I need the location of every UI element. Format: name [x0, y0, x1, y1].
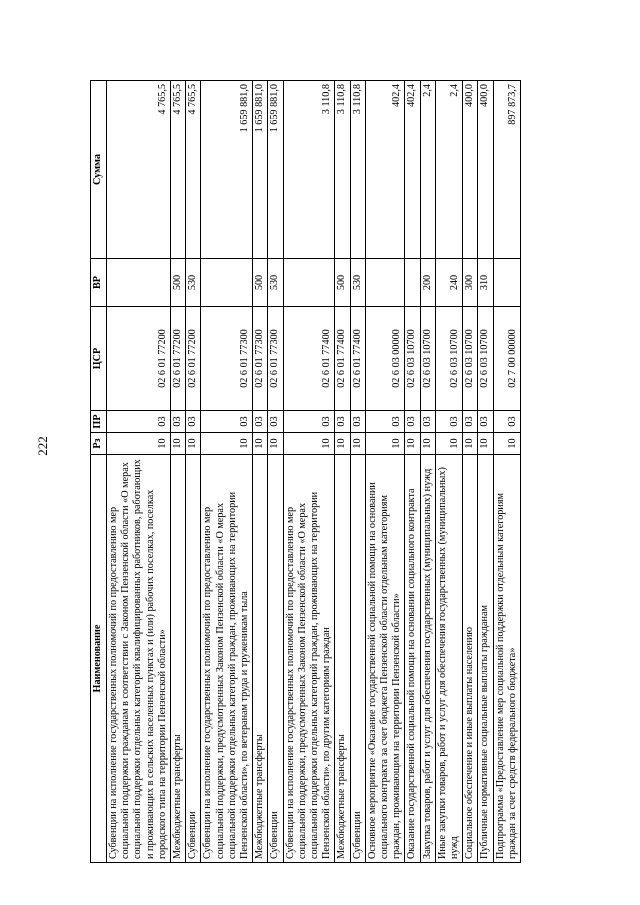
row-pr: 03	[420, 411, 435, 433]
row-pr: 03	[435, 411, 462, 433]
row-pr: 03	[253, 411, 268, 433]
row-pr: 03	[350, 411, 365, 433]
row-pr: 03	[186, 411, 201, 433]
row-rz: 10	[420, 433, 435, 455]
row-name: Субвенции	[186, 455, 201, 863]
row-pr: 03	[268, 411, 283, 433]
row-sum: 1 659 881,0	[268, 81, 283, 259]
row-vr: 300	[463, 259, 478, 307]
row-name: Подпрограмма «Предоставление мер социальной поддержки отдельным категориям граждан за счет средств федерального бюджета»	[493, 455, 520, 863]
row-vr	[365, 259, 405, 307]
row-pr: 03	[107, 411, 171, 433]
row-csr: 02 6 01 77300	[268, 307, 283, 411]
row-rz: 10	[335, 433, 350, 455]
row-vr: 530	[186, 259, 201, 307]
row-vr	[405, 259, 420, 307]
row-rz: 10	[171, 433, 186, 455]
row-csr: 02 6 01 77200	[107, 307, 171, 411]
row-rz: 10	[405, 433, 420, 455]
row-csr: 02 6 03 10700	[420, 307, 435, 411]
table-row	[253, 81, 268, 863]
header-pr: ПР	[91, 411, 107, 433]
table-row	[201, 81, 253, 863]
header-sum: Сумма	[91, 81, 107, 259]
table-row	[107, 81, 171, 863]
row-sum: 402,4	[405, 81, 420, 259]
row-rz: 10	[107, 433, 171, 455]
row-pr: 03	[201, 411, 253, 433]
row-vr: 530	[350, 259, 365, 307]
row-vr: 240	[435, 259, 462, 307]
row-vr: 500	[335, 259, 350, 307]
row-name: Оказание государственной социальной помощи на основании социального контракта	[405, 455, 420, 863]
header-name: Наименование	[91, 455, 107, 863]
header-csr: ЦСР	[91, 307, 107, 411]
row-name: Публичные нормативные социальные выплаты гражданам	[478, 455, 493, 863]
row-pr: 03	[283, 411, 335, 433]
row-vr: 200	[420, 259, 435, 307]
table-row	[350, 81, 365, 863]
row-vr: 530	[268, 259, 283, 307]
row-vr: 500	[171, 259, 186, 307]
row-pr: 03	[478, 411, 493, 433]
row-sum: 400,0	[478, 81, 493, 259]
row-sum: 4 765,5	[107, 81, 171, 259]
row-csr: 02 7 00 00000	[493, 307, 520, 411]
table-header-row	[91, 81, 107, 863]
row-sum: 3 110,8	[350, 81, 365, 259]
row-sum: 4 765,5	[171, 81, 186, 259]
row-pr: 03	[365, 411, 405, 433]
row-pr: 03	[335, 411, 350, 433]
row-csr: 02 6 01 77400	[350, 307, 365, 411]
row-sum: 400,0	[463, 81, 478, 259]
row-csr: 02 6 03 10700	[463, 307, 478, 411]
row-name: Межбюджетные трансферты	[171, 455, 186, 863]
row-rz: 10	[253, 433, 268, 455]
table-row	[268, 81, 283, 863]
row-vr	[201, 259, 253, 307]
row-sum: 3 110,8	[283, 81, 335, 259]
row-sum: 3 110,8	[335, 81, 350, 259]
table-row	[420, 81, 435, 863]
table-row	[405, 81, 420, 863]
row-rz: 10	[201, 433, 253, 455]
row-pr: 03	[171, 411, 186, 433]
row-name: Субвенции на исполнение государственных полномочий по предоставлению мер социальной поддержки, предусмотренных Законом Пензенской области «О мерах социальной поддержки отдельных категорий граждан, проживающих на территории Пензенской области», по ветеранам труда и труженикам тыла	[201, 455, 253, 863]
row-rz: 10	[493, 433, 520, 455]
row-pr: 03	[463, 411, 478, 433]
row-sum: 4 765,5	[186, 81, 201, 259]
row-csr: 02 6 01 77300	[201, 307, 253, 411]
row-rz: 10	[350, 433, 365, 455]
row-csr: 02 6 03 00000	[365, 307, 405, 411]
row-name: Межбюджетные трансферты	[253, 455, 268, 863]
row-sum: 402,4	[365, 81, 405, 259]
row-sum: 1 659 881,0	[253, 81, 268, 259]
budget-table	[90, 80, 521, 863]
table-row	[435, 81, 462, 863]
row-csr: 02 6 01 77400	[335, 307, 350, 411]
row-vr	[283, 259, 335, 307]
row-sum: 2,4	[435, 81, 462, 259]
table-row	[171, 81, 186, 863]
row-rz: 10	[365, 433, 405, 455]
page-number: 222	[35, 436, 50, 456]
row-vr	[493, 259, 520, 307]
row-name: Субвенции на исполнение государственных полномочий по предоставлению мер социальной поддержки, предусмотренных Законом Пензенской области «О мерах социальной поддержки отдельных категорий граждан, проживающих на территории Пензенской области», по другим категориям граждан	[283, 455, 335, 863]
row-csr: 02 6 03 10700	[435, 307, 462, 411]
row-rz: 10	[283, 433, 335, 455]
row-name: Закупка товаров, работ и услуг для обеспечения государственных (муниципальных) нужд	[420, 455, 435, 863]
row-name: Субвенции на исполнение государственных полномочий по предоставлению мер социальной поддержки гражданам в соответствии с Законом Пензенской области «О мерах социальной поддержки отдельных категорий квалифицированных работников, работающих и проживающих в сельских населенных пунктах и (или) рабочих поселках, поселках городского типа на территории Пензенской области»	[107, 455, 171, 863]
row-name: Межбюджетные трансферты	[335, 455, 350, 863]
row-csr: 02 6 01 77400	[283, 307, 335, 411]
row-sum: 1 659 881,0	[201, 81, 253, 259]
row-name: Субвенции	[268, 455, 283, 863]
row-csr: 02 6 01 77200	[171, 307, 186, 411]
row-csr: 02 6 01 77300	[253, 307, 268, 411]
row-sum: 897 873,7	[493, 81, 520, 259]
table-row	[463, 81, 478, 863]
table-row	[365, 81, 405, 863]
header-rz: Рз	[91, 433, 107, 455]
row-rz: 10	[435, 433, 462, 455]
row-name: Социальное обеспечение и иные выплаты населению	[463, 455, 478, 863]
table-row	[335, 81, 350, 863]
row-name: Основное мероприятие «Оказание государственной социальной помощи на основании социального контракта за счет бюджета Пензенской области отдельным категориям граждан, проживающим на территории Пензенской области»	[365, 455, 405, 863]
table-row	[478, 81, 493, 863]
rotated-table-container	[90, 81, 598, 863]
row-csr: 02 6 03 10700	[405, 307, 420, 411]
row-sum: 2,4	[420, 81, 435, 259]
row-rz: 10	[186, 433, 201, 455]
header-vr: ВР	[91, 259, 107, 307]
table-row	[283, 81, 335, 863]
row-rz: 10	[463, 433, 478, 455]
row-rz: 10	[268, 433, 283, 455]
table-row	[493, 81, 520, 863]
row-name: Субвенции	[350, 455, 365, 863]
row-pr: 03	[493, 411, 520, 433]
row-pr: 03	[405, 411, 420, 433]
row-csr: 02 6 03 10700	[478, 307, 493, 411]
row-vr: 310	[478, 259, 493, 307]
row-rz: 10	[478, 433, 493, 455]
row-csr: 02 6 01 77200	[186, 307, 201, 411]
row-vr: 500	[253, 259, 268, 307]
row-vr	[107, 259, 171, 307]
table-row	[186, 81, 201, 863]
row-name: Иные закупки товаров, работ и услуг для обеспечения государственных (муниципальных) нужд	[435, 455, 462, 863]
